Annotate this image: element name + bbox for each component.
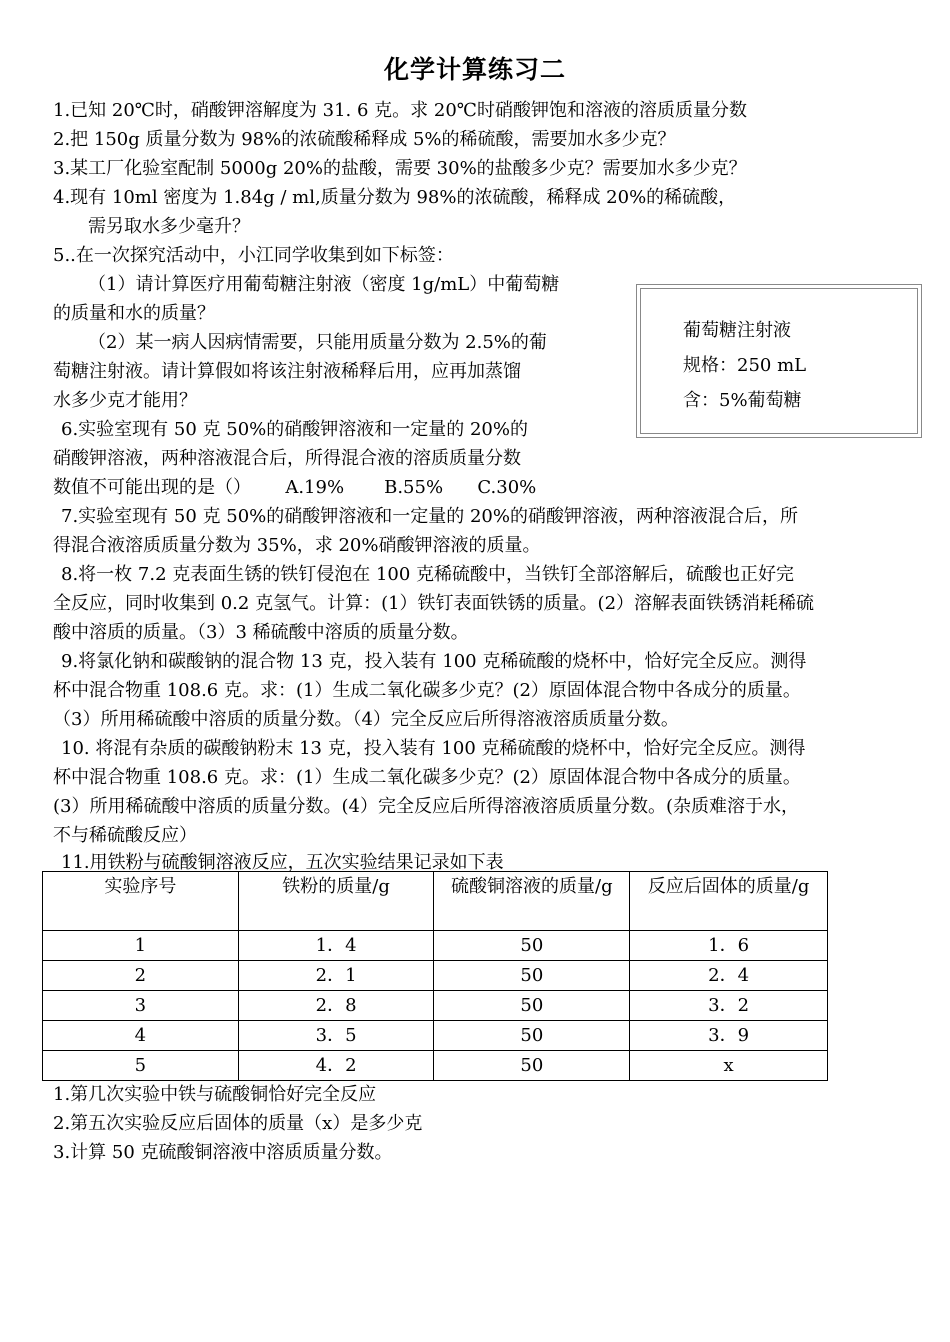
table-cell: 1．4 bbox=[238, 931, 434, 961]
label-line-spec: 规格：250 mL bbox=[683, 355, 807, 376]
problem-10-cont2: (3）所用稀硫酸中溶质的质量分数。(4）完全反应后所得溶液溶质质量分数。(杂质难溶于水， bbox=[53, 796, 799, 817]
problem-5-part2-cont: 萄糖注射液。请计算假如将该注射液稀释后用，应再加蒸馏 bbox=[53, 361, 521, 382]
problem-10: 10. 将混有杂质的碳酸钠粉末 13 克，投入装有 100 克稀硫酸的烧杯中，恰好完全反应。测得 bbox=[61, 738, 806, 759]
problem-5-part2: （2）某一病人因病情需要，只能用质量分数为 2.5%的葡 bbox=[88, 332, 547, 353]
label-line-name: 葡萄糖注射液 bbox=[683, 320, 791, 341]
table-cell: 2．8 bbox=[238, 991, 434, 1021]
problem-7-cont: 得混合液溶质质量分数为 35%，求 20%硝酸钾溶液的质量。 bbox=[53, 535, 541, 556]
table-row bbox=[43, 961, 828, 991]
header-solid-mass: 反应后固体的质量/g bbox=[630, 872, 828, 931]
table-cell: 1．6 bbox=[630, 931, 828, 961]
table-cell: 4 bbox=[43, 1021, 239, 1051]
table-cell: 3．5 bbox=[238, 1021, 434, 1051]
problem-5: 5..在一次探究活动中，小江同学收集到如下标签： bbox=[53, 245, 454, 266]
table-cell: 2．4 bbox=[630, 961, 828, 991]
problem-1: 1.已知 20℃时，硝酸钾溶解度为 31. 6 克。求 20℃时硝酸钾饱和溶液的溶质质量分数 bbox=[53, 100, 747, 121]
table-cell: 50 bbox=[434, 961, 630, 991]
glucose-label-box bbox=[636, 284, 922, 438]
table-row bbox=[43, 1051, 828, 1081]
problem-9-cont: 杯中混合物重 108.6 克。求：(1）生成二氧化碳多少克？(2）原固体混合物中各成分的质量。 bbox=[53, 680, 801, 701]
table-cell: 3．9 bbox=[630, 1021, 828, 1051]
problem-10-cont: 杯中混合物重 108.6 克。求：(1）生成二氧化碳多少克？(2）原固体混合物中各成分的质量。 bbox=[53, 767, 801, 788]
problem-5-part2-cont2: 水多少克才能用？ bbox=[53, 390, 197, 411]
question-3: 3.计算 50 克硫酸铜溶液中溶质质量分数。 bbox=[53, 1142, 393, 1163]
table-row bbox=[43, 1021, 828, 1051]
page-title: 化学计算练习二 bbox=[383, 55, 566, 84]
problem-2: 2.把 150g 质量分数为 98%的浓硫酸稀释成 5%的稀硫酸，需要加水多少克？ bbox=[53, 129, 676, 150]
problem-9-cont2: （3）所用稀硫酸中溶质的质量分数。（4）完全反应后所得溶液溶质质量分数。 bbox=[53, 709, 679, 730]
experiment-table bbox=[42, 871, 828, 1081]
question-2: 2.第五次实验反应后固体的质量（x）是多少克 bbox=[53, 1113, 423, 1134]
problem-11: 11.用铁粉与硫酸铜溶液反应，五次实验结果记录如下表 bbox=[61, 852, 504, 873]
problem-8-cont2: 酸中溶质的质量。（3）3 稀硫酸中溶质的质量分数。 bbox=[53, 622, 469, 643]
problem-8-cont: 全反应，同时收集到 0.2 克氢气。计算：(1）铁钉表面铁锈的质量。(2）溶解表面铁锈消耗稀硫 bbox=[53, 593, 815, 614]
header-iron-mass: 铁粉的质量/g bbox=[238, 872, 434, 931]
question-1: 1.第几次实验中铁与硫酸铜恰好完全反应 bbox=[53, 1084, 377, 1105]
table-cell: 50 bbox=[434, 1051, 630, 1081]
header-trial-number: 实验序号 bbox=[43, 872, 239, 931]
problem-6-options: 数值不可能出现的是（） A.19% B.55% C.30% bbox=[53, 477, 537, 498]
table-cell: 2 bbox=[43, 961, 239, 991]
problem-4-cont: 需另取水多少毫升？ bbox=[88, 216, 250, 237]
table-cell: 3．2 bbox=[630, 991, 828, 1021]
problem-8: 8.将一枚 7.2 克表面生锈的铁钉侵泡在 100 克稀硫酸中，当铁钉全部溶解后，硫酸也正好完 bbox=[61, 564, 795, 585]
table-cell: 4．2 bbox=[238, 1051, 434, 1081]
table-cell: 5 bbox=[43, 1051, 239, 1081]
table-cell: 2．1 bbox=[238, 961, 434, 991]
problem-4: 4.现有 10ml 密度为 1.84g / ml,质量分数为 98%的浓硫酸，稀释成 20%的稀硫酸， bbox=[53, 187, 737, 208]
table-row bbox=[43, 931, 828, 961]
table-header-row bbox=[43, 872, 828, 931]
table-cell: 3 bbox=[43, 991, 239, 1021]
problem-9: 9.将氯化钠和碳酸钠的混合物 13 克，投入装有 100 克稀硫酸的烧杯中，恰好完全反应。测得 bbox=[61, 651, 807, 672]
problem-6-cont: 硝酸钾溶液，两种溶液混合后，所得混合液的溶质质量分数 bbox=[53, 448, 521, 469]
label-line-content: 含：5%葡萄糖 bbox=[683, 390, 802, 411]
table-cell: 50 bbox=[434, 1021, 630, 1051]
problem-7: 7.实验室现有 50 克 50%的硝酸钾溶液和一定量的 20%的硝酸钾溶液，两种溶液混合后，所 bbox=[61, 506, 798, 527]
problem-10-cont3: 不与稀硫酸反应） bbox=[53, 825, 197, 846]
problem-5-part1: （1）请计算医疗用葡萄糖注射液（密度 1g/mL）中葡萄糖 bbox=[88, 274, 560, 295]
problem-6: 6.实验室现有 50 克 50%的硝酸钾溶液和一定量的 20%的 bbox=[61, 419, 528, 440]
table-cell: 50 bbox=[434, 931, 630, 961]
table-cell: 50 bbox=[434, 991, 630, 1021]
header-cuso4-mass: 硫酸铜溶液的质量/g bbox=[434, 872, 630, 931]
table-row bbox=[43, 991, 828, 1021]
table-cell: 1 bbox=[43, 931, 239, 961]
problem-5-part1-cont: 的质量和水的质量？ bbox=[53, 303, 215, 324]
problem-3: 3.某工厂化验室配制 5000g 20%的盐酸，需要 30%的盐酸多少克？需要加水多少克？ bbox=[53, 158, 747, 179]
table-cell: x bbox=[630, 1051, 828, 1081]
